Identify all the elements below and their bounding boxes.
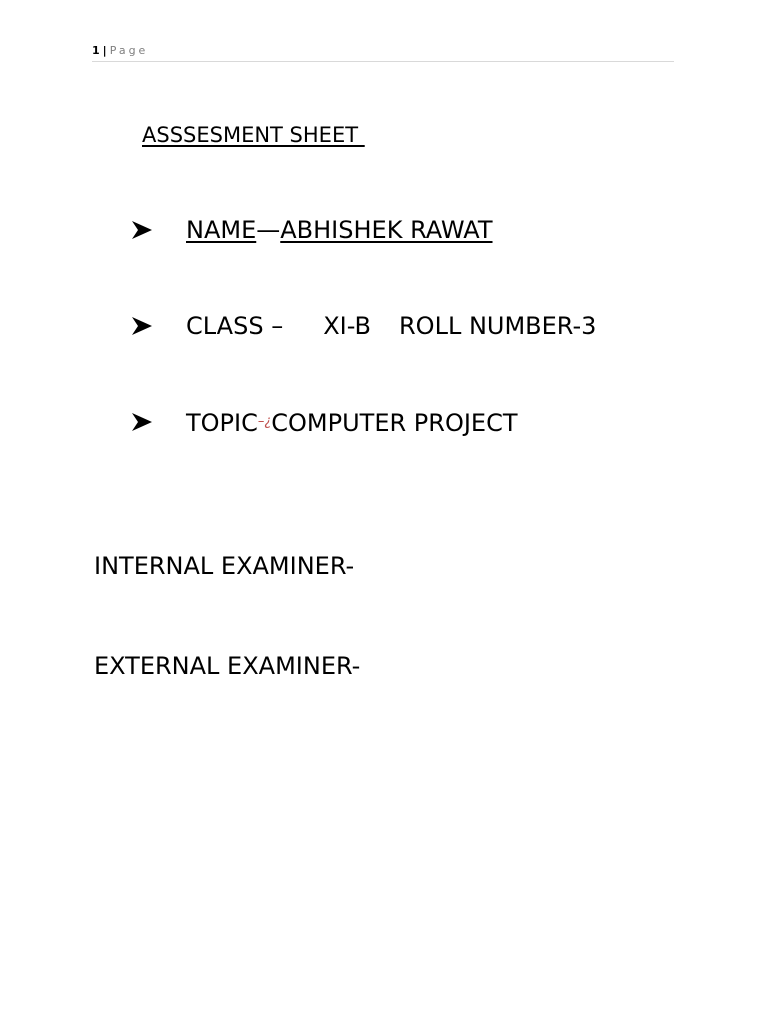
class-line [186,311,596,341]
page-header [92,44,674,62]
topic-value: COMPUTER PROJECT [271,409,518,437]
arrow-bullet-icon [132,221,152,239]
topic-item [132,407,518,437]
topic-line [186,407,518,438]
document-title: ASSSESMENT SHEET [142,123,365,147]
class-value: XI-B [323,312,371,340]
topic-label: TOPIC [186,409,258,437]
class-label: CLASS – [186,312,284,340]
roll-number: ROLL NUMBER-3 [399,312,597,340]
name-value: ABHISHEK RAWAT [280,216,493,244]
class-item [132,311,597,341]
topic-marker: –¿ [257,414,272,429]
page-separator: | [102,44,107,57]
page-label: Page [109,44,149,57]
arrow-bullet-icon [132,317,152,335]
name-label: NAME [186,216,257,244]
arrow-bullet-icon [132,413,152,431]
name-line [186,215,493,245]
name-item [132,215,493,245]
internal-examiner: INTERNAL EXAMINER- [94,552,355,580]
page-number: 1 [92,44,100,57]
name-separator: — [256,216,281,244]
external-examiner: EXTERNAL EXAMINER- [94,652,361,680]
